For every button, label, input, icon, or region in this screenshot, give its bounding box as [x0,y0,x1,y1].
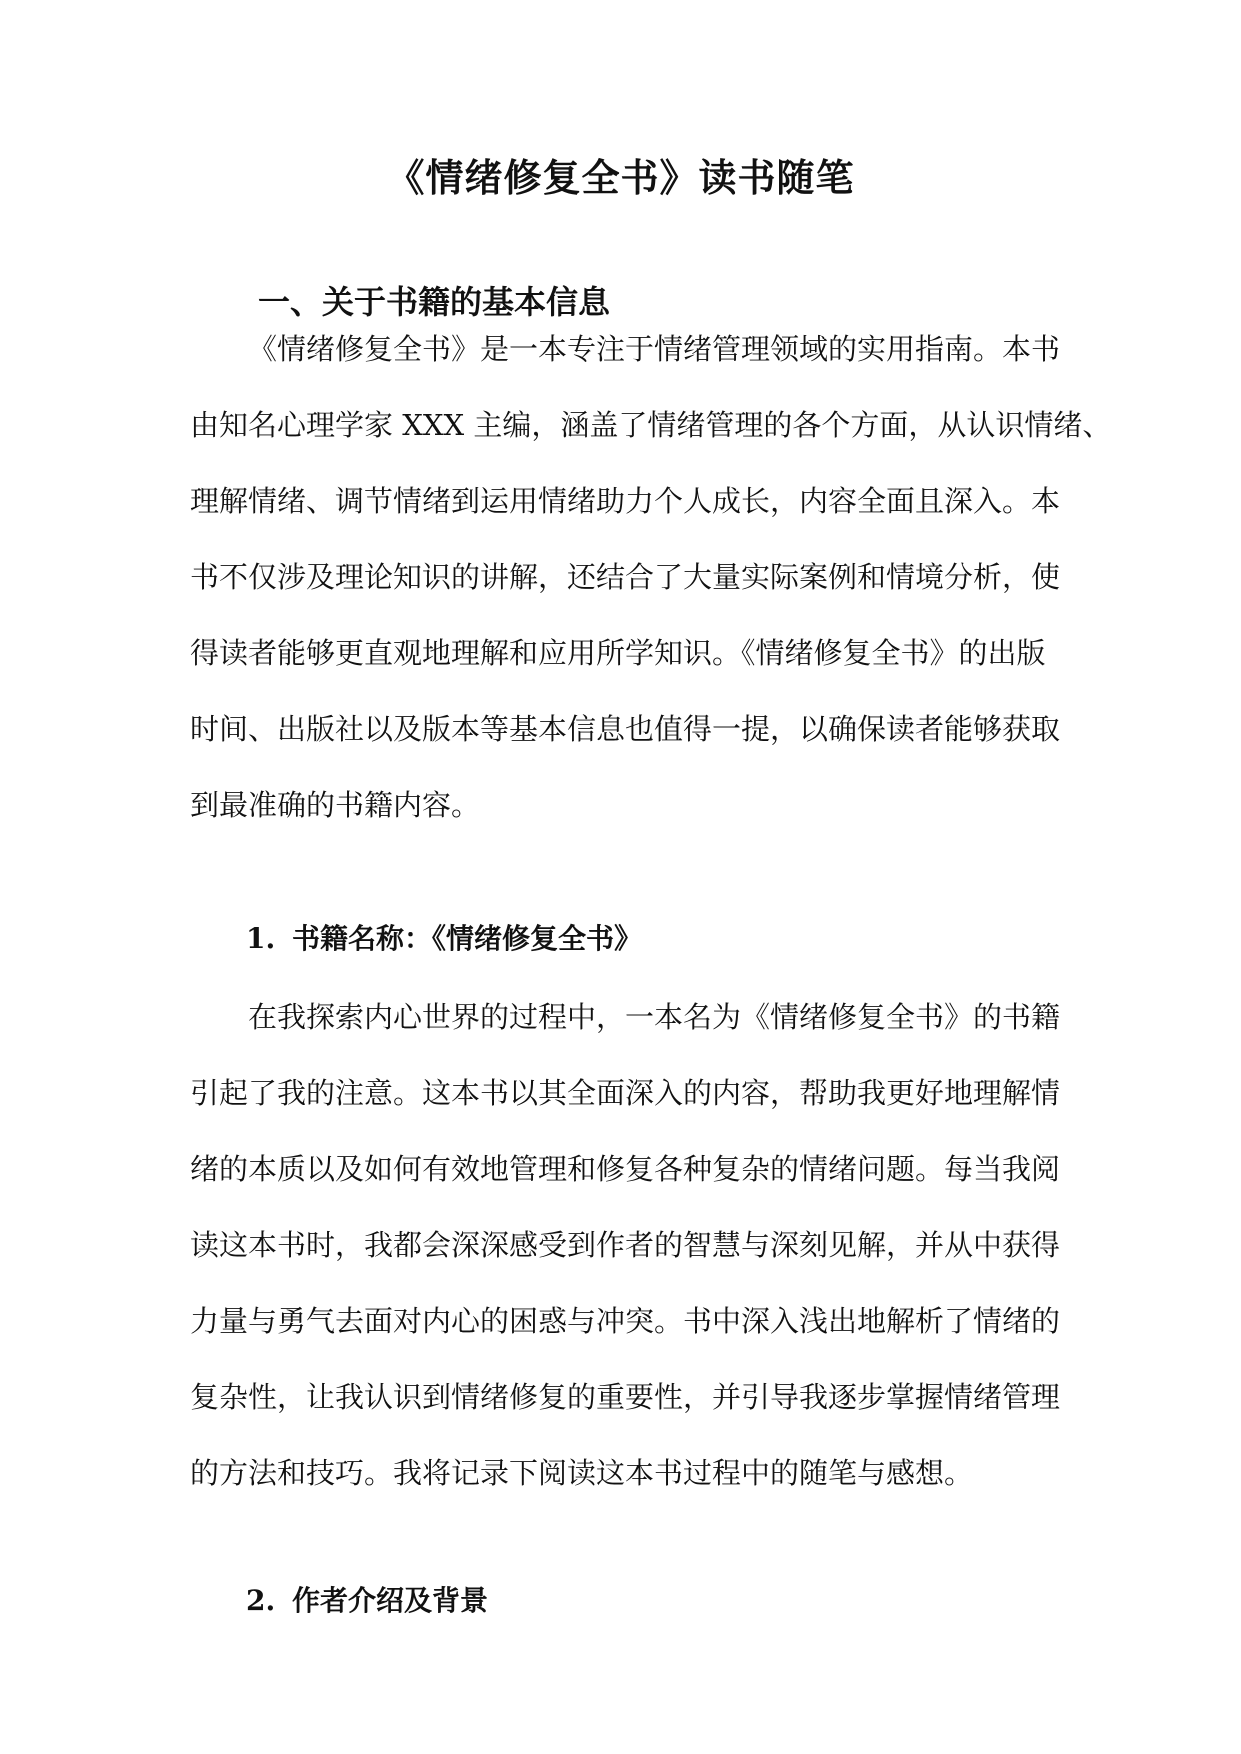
paragraph-line: 读这本书时，我都会深深感受到作者的智慧与深刻见解，并从中获得 [190,1228,1061,1262]
paragraph-line: 力量与勇气去面对内心的困惑与冲突。书中深入浅出地解析了情绪的 [190,1304,1061,1338]
paragraph-line: 引起了我的注意。这本书以其全面深入的内容，帮助我更好地理解情 [190,1076,1061,1110]
paragraph-line: 在我探索内心世界的过程中，一本名为《情绪修复全书》的书籍 [248,1000,1061,1034]
paragraph-line: 绪的本质以及如何有效地管理和修复各种复杂的情绪问题。每当我阅 [190,1152,1061,1186]
paragraph-line: 的方法和技巧。我将记录下阅读这本书过程中的随笔与感想。 [190,1456,974,1490]
paragraph-line: 书不仅涉及理论知识的讲解，还结合了大量实际案例和情境分析，使 [190,560,1061,594]
document-title: 《情绪修复全书》读书随笔 [386,155,855,200]
paragraph-line: 《情绪修复全书》是一本专注于情绪管理领域的实用指南。本书 [248,332,1061,366]
paragraph-line: 理解情绪、调节情绪到运用情绪助力个人成长，内容全面且深入。本 [190,484,1061,518]
subsection1-paragraph [190,979,1061,1511]
paragraph-line: 时间、出版社以及版本等基本信息也值得一提，以确保读者能够获取 [190,712,1061,746]
subsection-title: 书籍名称：《情绪修复全书》 [292,922,643,955]
paragraph-line: 由知名心理学家 XXX 主编，涵盖了情绪管理的各个方面，从认识情绪、 [190,408,1112,442]
subsection-heading-book-name [246,918,642,960]
section1-paragraph [190,311,1112,843]
section-heading-basic-info: 一、关于书籍的基本信息 [258,283,611,321]
paragraph-line: 复杂性，让我认识到情绪修复的重要性，并引导我逐步掌握情绪管理 [190,1380,1061,1414]
paragraph-line: 得读者能够更直观地理解和应用所学知识。《情绪修复全书》的出版 [190,636,1046,670]
paragraph-line: 到最准确的书籍内容。 [190,788,481,822]
subsection-number: 2. [246,1584,276,1617]
subsection-heading-author [246,1580,488,1622]
subsection-title: 作者介绍及背景 [292,1584,489,1617]
subsection-number: 1. [246,922,276,955]
